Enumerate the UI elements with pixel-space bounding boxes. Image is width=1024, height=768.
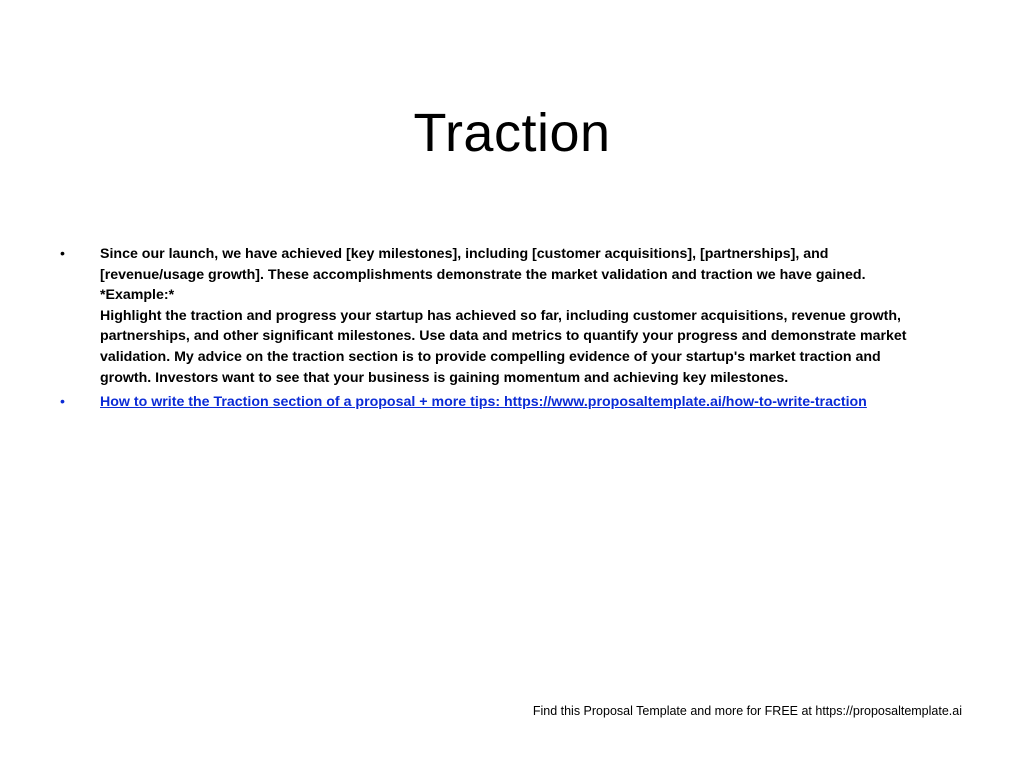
bullet-icon: • — [60, 394, 65, 411]
list-item-link — [56, 392, 956, 413]
body-text-line: validation. My advice on the traction section is to provide compelling evidence of your startup's market traction and — [100, 348, 881, 365]
list-item — [56, 244, 956, 388]
body-text-line: partnerships, and other significant milestones. Use data and metrics to quantify your progress and demonstrate market — [100, 328, 907, 345]
body-text-line: growth. Investors want to see that your business is gaining momentum and achieving key milestones. — [100, 369, 789, 386]
guide-link[interactable]: How to write the Traction section of a proposal + more tips: https://www.proposaltemplate.ai/how-to-write-traction — [100, 394, 867, 411]
body-text-line: Since our launch, we have achieved [key milestones], including [customer acquisitions], [partnerships], and — [100, 246, 829, 262]
example-label: *Example:* — [100, 287, 175, 304]
body-text-line: [revenue/usage growth]. These accomplishments demonstrate the market validation and traction we have gained. — [100, 266, 866, 283]
bullet-icon: • — [60, 246, 65, 262]
bullet-list — [56, 244, 956, 413]
footer-text: Find this Proposal Template and more for FREE at https://proposaltemplate.ai — [532, 704, 962, 718]
slide-title: Traction — [413, 103, 611, 164]
body-text-line: Highlight the traction and progress your startup has achieved so far, including customer acquisitions, revenue growth, — [100, 307, 901, 324]
